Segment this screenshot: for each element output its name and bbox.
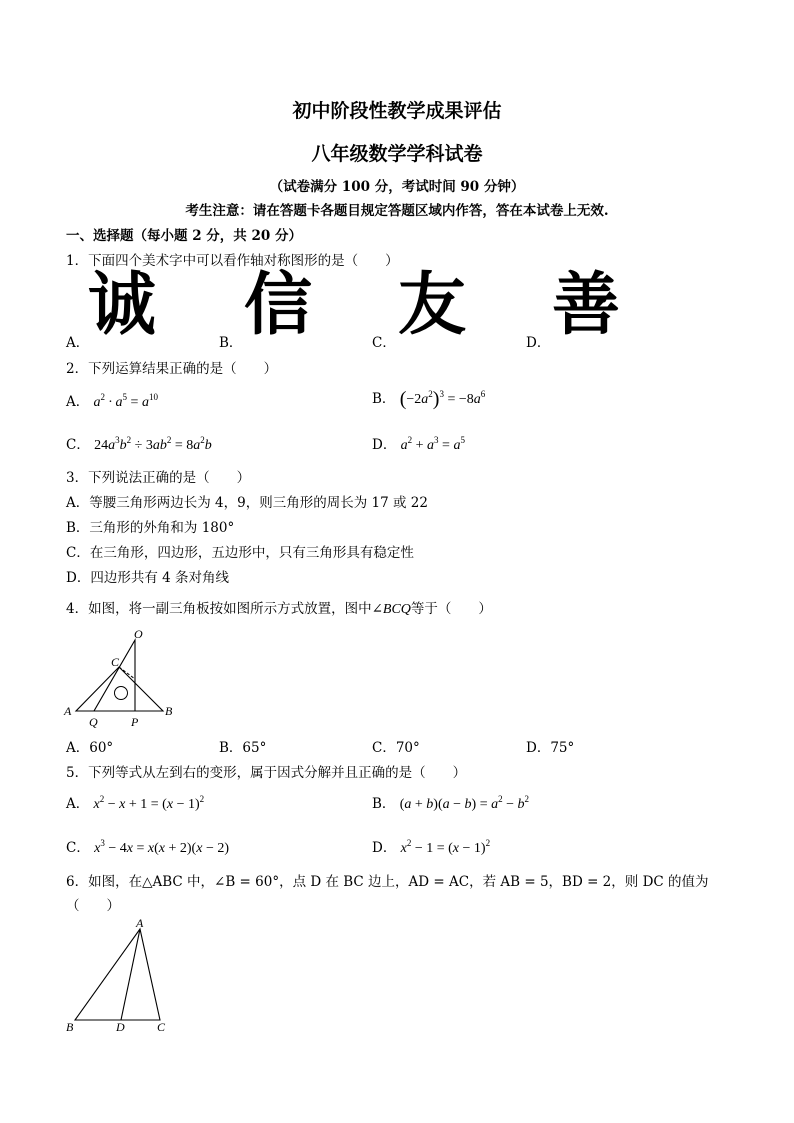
q2-formula-d: $a^2 + a^3 = a^5$ <box>400 435 465 453</box>
q6-triangle-abc <box>75 929 160 1020</box>
q2-label-b: B． <box>372 391 396 407</box>
q5-formula-b: $(a + b)(a - b) = a^2 - b^2$ <box>399 794 529 812</box>
char-shan: 善 <box>552 266 621 345</box>
q1-option-c: C． <box>372 335 396 351</box>
q1-option-a: A． <box>66 335 90 351</box>
q5-label-d: D． <box>372 840 397 856</box>
q2-formula-b: $(-2a^2)^3 = -8a^6$ <box>399 388 486 410</box>
q2-stem: 2．下列运算结果正确的是（ ） <box>66 361 278 377</box>
q4-dashed-segment <box>119 667 135 679</box>
exam-info: （试卷满分 100 分，考试时间 90 分钟） <box>269 179 525 195</box>
q5-option-c <box>66 836 229 857</box>
q3-option-c: C．在三角形，四边形，五边形中，只有三角形具有稳定性 <box>66 545 414 561</box>
char-cheng: 诚 <box>88 266 157 345</box>
exam-notice: 考生注意：请在答题卡各题目规定答题区域内作答，答在本试卷上无效. <box>185 203 609 219</box>
q4-stem-angle: BCQ <box>382 602 411 617</box>
char-xin: 信 <box>244 266 313 345</box>
q5-label-c: C． <box>66 840 90 856</box>
q2-option-a <box>66 390 158 411</box>
q4-stem <box>66 597 492 618</box>
exam-title: 初中阶段性教学成果评估 <box>292 100 502 122</box>
q4-option-c: C．70° <box>372 740 420 756</box>
label-a-6: A <box>136 916 144 930</box>
q2-option-b <box>372 387 485 411</box>
q6-stem-cont: （ ） <box>66 898 120 914</box>
exam-subtitle: 八年级数学学科试卷 <box>311 143 483 165</box>
q3-option-d: D．四边形共有 4 条对角线 <box>66 570 229 586</box>
q5-formula-d: $x^2 - 1 = (x - 1)^2$ <box>400 838 491 856</box>
q2-label-c: C． <box>66 437 90 453</box>
q1-option-d: D． <box>526 335 551 351</box>
q5-option-a <box>66 792 204 813</box>
label-c: C <box>111 655 120 669</box>
q3-option-a: A．等腰三角形两边长为 4，9，则三角形的周长为 17 或 22 <box>66 495 428 511</box>
q4-option-a: A．60° <box>66 740 114 756</box>
q3-option-b: B．三角形的外角和为 180° <box>66 520 235 536</box>
q1-stem: 1．下面四个美术字中可以看作轴对称图形的是（ ） <box>66 253 399 269</box>
q1-option-b: B． <box>219 335 243 351</box>
q5-label-a: A． <box>66 796 90 812</box>
q2-option-d <box>372 433 465 454</box>
q4-triangle-oqp <box>94 640 135 711</box>
q4-triangle-abc <box>76 667 163 711</box>
q5-option-d <box>372 836 490 857</box>
q2-label-d: D． <box>372 437 397 453</box>
q6-triangle-figure <box>60 914 180 1034</box>
char-you: 友 <box>398 266 467 345</box>
q4-option-d: D．75° <box>526 740 575 756</box>
q6-stem: 6．如图，在△ABC 中，∠B = 60°，点 D 在 BC 边上，AD = AC，若 AB = 5，BD = 2，则 DC 的值为 <box>66 874 709 890</box>
label-b-6: B <box>66 1020 74 1034</box>
q4-stem-post: 等于（ ） <box>410 601 492 617</box>
q2-formula-a: $a^2 \cdot a^5 = a^{10}$ <box>93 392 158 410</box>
label-d-6: D <box>116 1020 125 1034</box>
q4-inner-circle <box>115 687 128 700</box>
label-p: P <box>131 715 139 729</box>
q3-stem: 3．下列说法正确的是（ ） <box>66 470 251 486</box>
label-c-6: C <box>157 1020 166 1034</box>
q5-label-b: B． <box>372 796 396 812</box>
q2-option-c <box>66 433 212 454</box>
label-q: Q <box>89 715 98 729</box>
q5-stem: 5．下列等式从左到右的变形，属于因式分解并且正确的是（ ） <box>66 765 467 781</box>
q4-option-b: B．65° <box>219 740 267 756</box>
q4-stem-pre: 4．如图，将一副三角板按如图所示方式放置，图中∠ <box>66 601 383 617</box>
q2-formula-c: $24a^3b^2 \div 3ab^2 = 8a^2b$ <box>94 435 212 453</box>
q5-option-b <box>372 792 529 813</box>
label-o: O <box>134 627 143 641</box>
q4-triangle-figure <box>60 626 190 730</box>
q2-label-a: A． <box>66 394 90 410</box>
label-b: B <box>165 704 173 718</box>
q5-formula-c: $x^3 - 4x = x(x + 2)(x - 2)$ <box>94 838 230 856</box>
label-a: A <box>64 704 72 718</box>
section-heading: 一、选择题（每小题 2 分，共 20 分） <box>66 228 302 244</box>
q5-formula-a: $x^2 - x + 1 = (x - 1)^2$ <box>93 794 205 812</box>
